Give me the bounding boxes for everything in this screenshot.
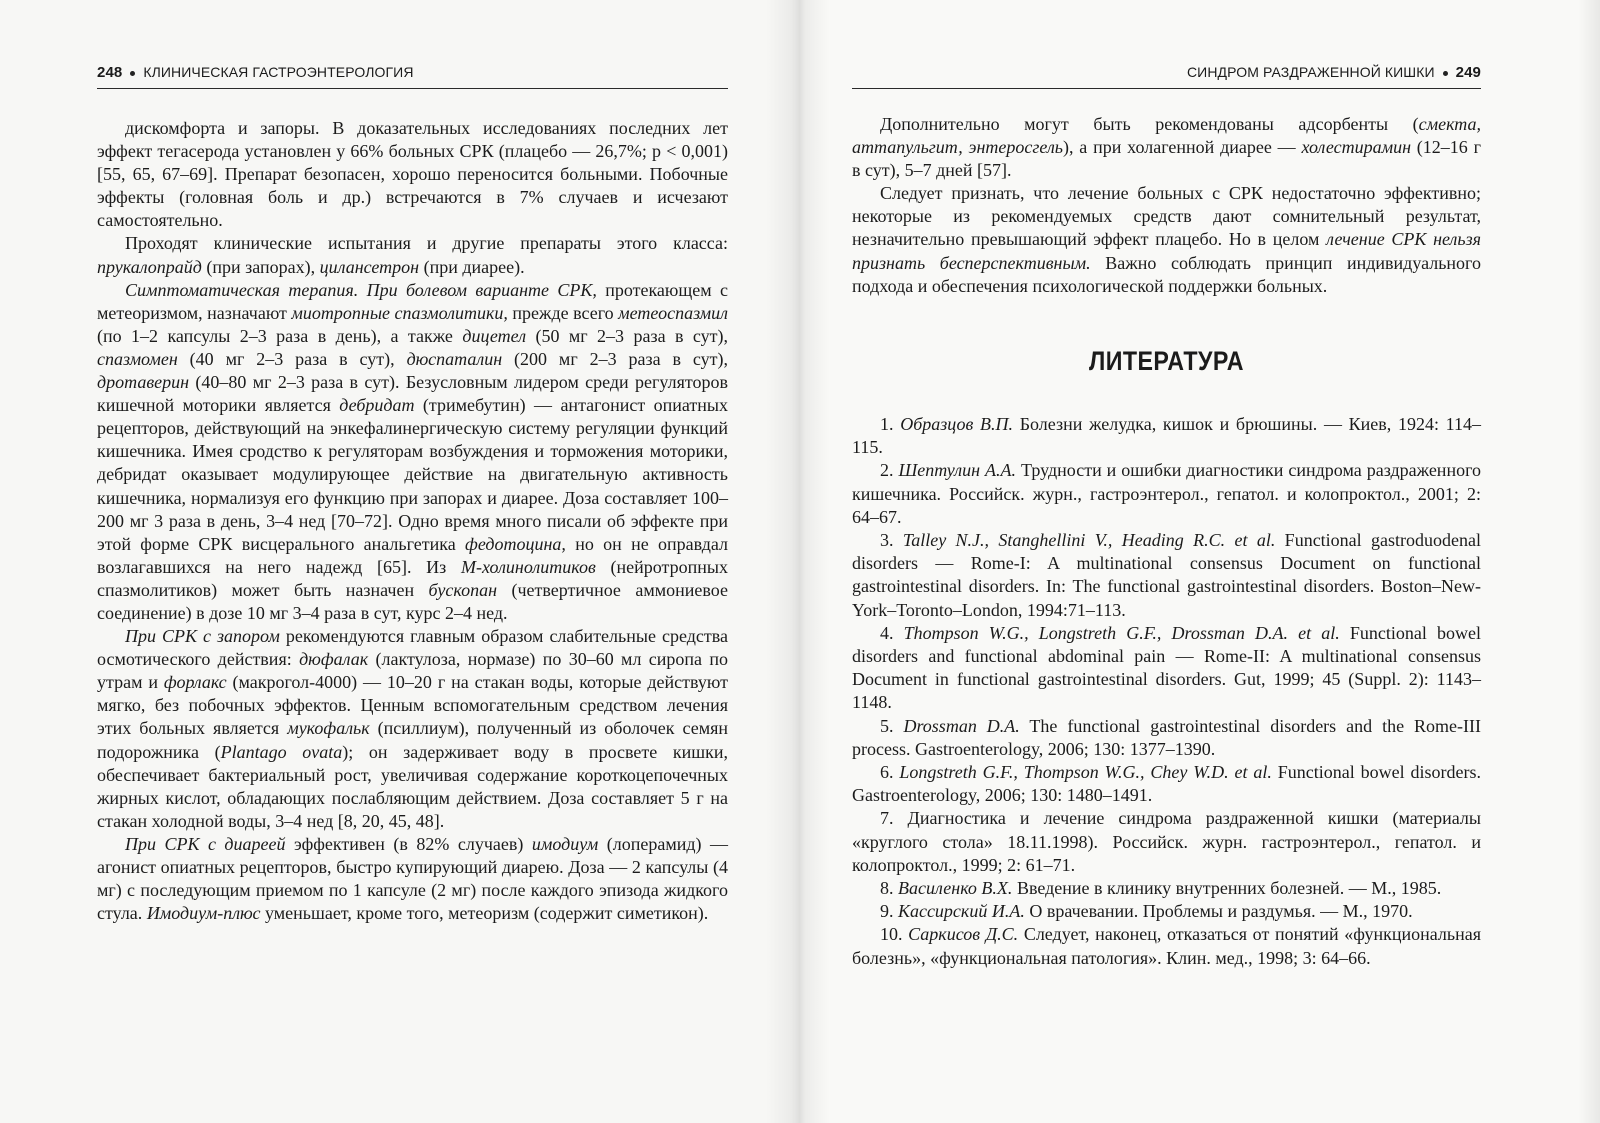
right-running-title: СИНДРОМ РАЗДРАЖЕННОЙ КИШКИ bbox=[1186, 64, 1435, 80]
text-run: ); он задерживает воду в просвете кишки, обеспечивает бактериальный рост, увеличивая содержание короткоцепочечных жирных кислот, обладающих послабляющим действием. Доза составляет 5 г на стакан холодной воды, 3–4 нед [8, 20, 45, 48]. bbox=[97, 741, 728, 831]
reference-7 bbox=[852, 807, 1481, 877]
italic-run: холестирамин bbox=[1301, 137, 1411, 158]
left-running-title: КЛИНИЧЕСКАЯ ГАСТРОЭНТЕРОЛОГИЯ bbox=[143, 64, 414, 80]
reference-8 bbox=[852, 877, 1481, 900]
text-run: Важно соблюдать принцип индивидуального подхода и обеспечения психологической поддержки больных. bbox=[852, 252, 1481, 296]
text-run: (12–16 г в сут), 5–7 дней [57]. bbox=[852, 137, 1481, 181]
italic-run: Talley N.J., Stanghellini V., Heading R.C. et al. bbox=[902, 530, 1276, 551]
text-run: 6. bbox=[880, 762, 900, 783]
bullet-separator bbox=[130, 71, 135, 76]
text-run: (псиллиум), полученный из оболочек семян подорожника ( bbox=[97, 718, 729, 762]
right-page bbox=[794, 0, 1600, 1123]
paragraph-5 bbox=[97, 833, 728, 925]
left-body-text bbox=[97, 117, 728, 925]
italic-run: М-холинолитиков bbox=[461, 556, 596, 577]
reference-6 bbox=[852, 761, 1481, 807]
italic-run: дебридат bbox=[339, 395, 415, 416]
italic-run: лечение СРК нельзя признать бесперспективным. bbox=[852, 229, 1481, 273]
text-run: эффективен (в 82% случаев) bbox=[285, 833, 532, 854]
text-run: но он не оправдал возлагавшихся на него надежд [65]. Из bbox=[97, 533, 728, 577]
paragraph-4 bbox=[97, 625, 728, 833]
italic-run: Василенко В.Х. bbox=[898, 878, 1013, 899]
text-run: (четвертичное аммониевое соединение) в дозе 10 мг 3–4 раза в сут, курс 2–4 нед. bbox=[97, 579, 728, 623]
text-run: 3. bbox=[880, 530, 903, 551]
text-run: 8. bbox=[880, 878, 898, 899]
italic-run: Plantago ovata bbox=[220, 741, 343, 762]
references-list bbox=[852, 413, 1481, 970]
text-run: 10. bbox=[880, 924, 909, 945]
text-run: (200 мг 2–3 раза в сут), bbox=[502, 348, 729, 369]
text-run: Functional gastroduodenal disorders — Rome-I: A multinational consensus Document on functional gastrointestinal disorders. In: The functional gastrointestinal disorders. Boston–New-York–Toronto–London, 1994:71–113. bbox=[852, 530, 1481, 620]
paragraph-3 bbox=[97, 279, 728, 625]
text-run: 5. bbox=[880, 715, 904, 736]
italic-run: Образцов В.П. bbox=[900, 414, 1014, 434]
italic-run: дротаверин bbox=[97, 372, 190, 393]
paragraph-1 bbox=[852, 113, 1481, 182]
text-run: (при диарее). bbox=[419, 256, 525, 277]
left-page bbox=[0, 0, 794, 1123]
italic-run: миотропные спазмолитики, bbox=[291, 302, 508, 323]
text-run: 7. Диагностика и лечение синдрома раздраженной кишки (материалы «круглого стола» 18.11.1998). Российск. журн. гастроэнтерол., гепатол. и колопроктол., 1999; 2: 61–71. bbox=[852, 808, 1481, 875]
text-run: 9. bbox=[880, 901, 898, 922]
text-run: (лактулоза, нормазе) по 30–60 мл сиропа по утрам и bbox=[97, 649, 728, 693]
italic-run: При СРК с запором bbox=[125, 626, 280, 647]
right-page-number: 249 bbox=[1455, 64, 1481, 81]
text-run: Введение в клинику внутренних болезней. — М., 1985. bbox=[1012, 878, 1442, 899]
left-page-number: 248 bbox=[97, 64, 123, 81]
text-run: 1. bbox=[880, 414, 901, 434]
paragraph-2 bbox=[852, 182, 1481, 297]
italic-run: Симптоматическая терапия. При болевом варианте СРК, bbox=[125, 279, 597, 300]
reference-10 bbox=[852, 923, 1481, 969]
text-run: (50 мг 2–3 раза в сут), bbox=[526, 325, 729, 346]
italic-run: форлакс bbox=[163, 672, 227, 693]
italic-run: При СРК с диареей bbox=[125, 833, 286, 854]
text-run: (по 1–2 капсулы 2–3 раза в день), а также bbox=[97, 325, 463, 346]
text-run: (нейротропных спазмолитиков) может быть назначен bbox=[97, 556, 728, 600]
italic-run: Longstreth G.F., Thompson W.G., Chey W.D. et al. bbox=[899, 762, 1272, 783]
text-run: рекомендуются главным образом слабительные средства осмотического действия: bbox=[97, 626, 728, 670]
italic-run: бускопан bbox=[428, 579, 498, 600]
italic-run: дюспаталин bbox=[406, 348, 503, 369]
italic-run: Саркисов Д.С. bbox=[908, 924, 1019, 945]
reference-1 bbox=[852, 413, 1481, 459]
text-run: прежде всего bbox=[507, 302, 619, 323]
text-run: Functional bowel disorders. Gastroenterology, 2006; 130: 1480–1491. bbox=[852, 762, 1481, 806]
bullet-separator bbox=[1443, 71, 1448, 76]
text-run: (40–80 мг 2–3 раза в сут). Безусловным лидером среди регуляторов кишечной моторики является bbox=[97, 372, 728, 416]
text-run: (тримебутин) — антагонист опиатных рецепторов, действующий на энкефалинергическую систему регуляции функций кишечника. Имея сродство к регуляторам возбуждения и торможения моторики, дебридат оказывает модулирующее действие на двигательную активность кишечника, нормализуя его функцию при запорах и диарее. Доза составляет 100–200 мг 3 раза в день, 3–4 нед [70–72]. Одно время много писали об эффекте при этой форме СРК висцерального анальгетика bbox=[97, 395, 728, 554]
text-run: Трудности и ошибки диагностики синдрома раздраженного кишечника. Российск. журн., гастроэнтерол., гепатол. и колопроктол., 2001; 2: 64–67. bbox=[852, 460, 1482, 527]
text-run: Болезни желудка, кишок и брюшины. — Киев, 1924: 114–115. bbox=[852, 414, 1482, 458]
italic-run: имодиум bbox=[531, 833, 599, 854]
reference-5 bbox=[852, 715, 1481, 761]
reference-3 bbox=[852, 529, 1481, 622]
paragraph-1 bbox=[97, 117, 728, 232]
italic-run: мукофальк bbox=[287, 718, 370, 739]
right-body-text bbox=[852, 113, 1481, 298]
text-run: 2. bbox=[880, 460, 899, 481]
text-run: (при запорах), bbox=[201, 256, 320, 277]
text-run: дискомфорта и запоры. В доказательных исследованиях последних лет эффект тегасерода установлен у 66% больных СРК (плацебо — 26,7%; p < 0,001) [55, 65, 67–69]. Препарат безопасен, хорошо переносится больными. Побочные эффекты (головная боль и др.) встречаются в 7% случаев и исчезают самостоятельно. bbox=[97, 118, 728, 231]
text-run: протекающем с метеоризмом, назначают bbox=[97, 279, 728, 323]
italic-run: Шептулин А.А. bbox=[898, 460, 1017, 481]
text-run: Functional bowel disorders and functional abdominal pain — Rome-II: A multinational consensus Document in functional gastrointestinal disorders. Gut, 1999; 45 (Suppl. 2): 1143–1148. bbox=[852, 622, 1482, 713]
text-run: (40 мг 2–3 раза в сут), bbox=[177, 348, 407, 369]
italic-run: дицетел bbox=[462, 325, 527, 346]
text-run: 4. bbox=[880, 622, 904, 643]
italic-run: федотоцина, bbox=[465, 533, 566, 554]
italic-run: прукалопрайд bbox=[97, 256, 202, 277]
text-run: The functional gastrointestinal disorders and the Rome-III process. Gastroenterology, 2006; 130: 1377–1390. bbox=[852, 715, 1482, 759]
italic-run: Имодиум-плюс bbox=[146, 903, 261, 924]
right-page-header bbox=[852, 64, 1481, 89]
reference-2 bbox=[852, 459, 1481, 529]
left-page-header bbox=[97, 64, 728, 89]
reference-4 bbox=[852, 622, 1481, 715]
italic-run: смекта, аттапульгит, энтеросгель bbox=[852, 114, 1481, 158]
text-run: (лоперамид) — агонист опиатных рецепторов, быстро купирующий диарею. Доза — 2 капсулы (4 мг) с последующим приемом по 1 капсуле (2 мг) после каждого эпизода жидкого стула. bbox=[97, 833, 729, 924]
literature-heading: ЛИТЕРАТУРА bbox=[1089, 346, 1244, 376]
italic-run: метеоспазмил bbox=[618, 302, 729, 323]
text-run: Проходят клинические испытания и другие препараты этого класса: bbox=[125, 233, 728, 254]
book-gutter bbox=[766, 0, 830, 1123]
page-edge-shadow bbox=[1578, 0, 1600, 1123]
italic-run: дюфалак bbox=[299, 649, 369, 670]
text-run: О врачевании. Проблемы и раздумья. — М., 1970. bbox=[1024, 901, 1413, 922]
text-run: Дополнительно могут быть рекомендованы адсорбенты ( bbox=[880, 114, 1419, 134]
italic-run: спазмомен bbox=[97, 348, 178, 369]
reference-9 bbox=[852, 900, 1481, 923]
italic-run: Thompson W.G., Longstreth G.F., Drossman D.A. et al. bbox=[903, 622, 1340, 643]
text-run: уменьшает, кроме того, метеоризм (содержит симетикон). bbox=[260, 903, 709, 924]
italic-run: Drossman D.A. bbox=[903, 715, 1020, 736]
text-run: Следует признать, что лечение больных с СРК недостаточно эффективно; некоторые из рекомендуемых средств дают сомнительный результат, незначительно превышающий эффект плацебо. Но в целом bbox=[852, 183, 1481, 250]
text-run: Следует, наконец, отказаться от понятий «функциональная болезнь», «функциональная патология». Клин. мед., 1998; 3: 64–66. bbox=[852, 924, 1482, 968]
italic-run: цилансетрон bbox=[319, 256, 420, 277]
text-run: (макрогол-4000) — 10–20 г на стакан воды, которые действуют мягко, без побочных эффектов. Ценным вспомогательным средством лечения этих больных является bbox=[97, 672, 728, 739]
text-run: ), а при холагенной диарее — bbox=[1063, 137, 1302, 158]
paragraph-2 bbox=[97, 232, 728, 278]
italic-run: Кассирский И.А. bbox=[898, 901, 1025, 922]
